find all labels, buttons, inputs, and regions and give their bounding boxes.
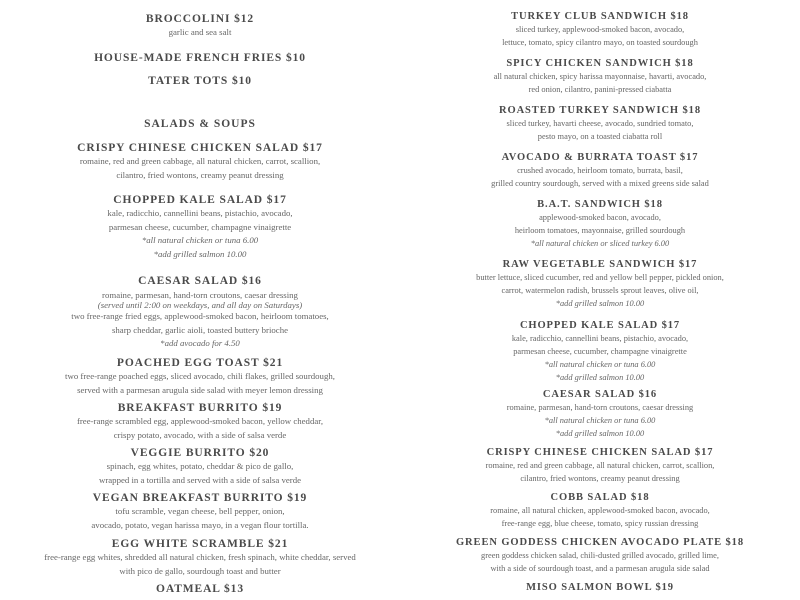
menu-item-chopped-kale-salad — [420, 319, 780, 384]
item-note: *all natural chicken or tuna 6.00 — [141, 235, 259, 245]
item-name: HOUSE-MADE FRENCH FRIES $10 — [94, 52, 306, 64]
menu-item-veggie-burrito — [0, 446, 400, 487]
item-desc: avocado, potato, vegan harissa mayo, in a vegan flour tortilla. — [91, 519, 309, 530]
item-desc: sharp cheddar, garlic aioli, toasted buttery brioche — [111, 324, 288, 335]
item-name: AVOCADO & BURRATA TOAST $17 — [501, 152, 699, 163]
item-name: ROASTED TURKEY SANDWICH $18 — [499, 105, 701, 116]
item-desc: kale, radicchio, cannellini beans, pistachio, avocado, — [511, 334, 689, 343]
item-desc: free-range egg, blue cheese, tomato, spicy russian dressing — [501, 519, 699, 528]
item-desc: spinach, egg whites, potato, cheddar & pico de gallo, — [106, 461, 294, 471]
item-desc: free-range egg whites, shredded all natural chicken, fresh spinach, white cheddar, served — [44, 552, 356, 562]
section-heading — [0, 117, 400, 131]
item-desc: butter lettuce, sliced cucumber, red and yellow bell pepper, pickled onion, — [476, 273, 724, 282]
menu-item-caesar-salad — [420, 388, 780, 440]
item-desc: tofu scramble, vegan cheese, bell pepper, onion, — [115, 506, 285, 516]
item-desc: garlic and sea salt — [168, 27, 232, 37]
menu-item-chopped-kale-salad — [0, 193, 400, 261]
item-desc: romaine, red and green cabbage, all natural chicken, carrot, scallion, — [485, 461, 715, 470]
item-note: *add grilled salmon 10.00 — [555, 429, 645, 438]
menu-item-tater-tots — [0, 74, 400, 88]
item-desc: romaine, all natural chicken, applewood-smoked bacon, avocado, — [490, 506, 710, 515]
item-desc: parmesan cheese, cucumber, champagne vinaigrette — [108, 221, 292, 232]
item-name: TURKEY CLUB SANDWICH $18 — [511, 11, 689, 22]
item-name: MISO SALMON BOWL $19 — [526, 582, 674, 593]
item-desc: lettuce, tomato, spicy cilantro mayo, on toasted sourdough — [502, 38, 698, 47]
item-desc: all natural chicken, spicy harissa mayonnaise, havarti, avocado, — [493, 72, 707, 81]
item-name: CAESAR SALAD $16 — [138, 275, 262, 287]
item-desc: with a side of sourdough toast, and a parmesan arugula side salad — [490, 564, 710, 573]
item-desc: served with a parmesan arugula side salad with meyer lemon dressing — [77, 384, 323, 395]
menu-item-crispy-chinese-chicken-salad — [420, 446, 780, 485]
menu-item-bat-sandwich — [420, 198, 780, 250]
item-name: CHOPPED KALE SALAD $17 — [113, 194, 287, 206]
item-name: POACHED EGG TOAST $21 — [116, 357, 284, 369]
item-desc: cilantro, fried wontons, creamy peanut dressing — [520, 474, 680, 483]
item-note: *all natural chicken or sliced turkey 6.00 — [530, 239, 670, 248]
menu-item-poached-egg-toast — [0, 356, 400, 397]
item-name: CHOPPED KALE SALAD $17 — [519, 320, 681, 331]
item-desc: applewood-smoked bacon, avocado, — [539, 213, 661, 222]
item-name: OATMEAL $13 — [156, 583, 244, 595]
menu-item-caesar-salad — [0, 274, 400, 351]
item-desc: heirloom tomatoes, mayonnaise, grilled sourdough — [514, 226, 686, 235]
item-name: CRISPY CHINESE CHICKEN SALAD $17 — [486, 447, 714, 458]
menu-item-avocado-burrata-toast — [420, 151, 780, 190]
menu-item-miso-salmon-bowl — [420, 581, 780, 594]
item-name: B.A.T. SANDWICH $18 — [537, 199, 663, 210]
item-note: *add grilled salmon 10.00 — [555, 373, 645, 382]
item-desc: grilled country sourdough, served with a mixed greens side salad — [491, 179, 709, 188]
item-desc: romaine, parmesan, hand-torn croutons, caesar dressing — [506, 403, 694, 412]
item-desc: pesto mayo, on a toasted ciabatta roll — [537, 132, 663, 141]
menu-item-raw-vegetable-sandwich — [420, 258, 780, 310]
item-desc: two free-range poached eggs, sliced avocado, chili flakes, grilled sourdough, — [65, 371, 335, 381]
menu-item-vegan-breakfast-burrito — [0, 491, 400, 532]
item-desc: cilantro, fried wontons, creamy peanut dressing — [116, 169, 284, 180]
menu-item-oatmeal — [0, 582, 400, 596]
item-name: SPICY CHICKEN SANDWICH $18 — [506, 58, 694, 69]
item-note: *add grilled salmon 10.00 — [153, 248, 247, 259]
item-desc: green goddess chicken salad, chili-dusted grilled avocado, grilled lime, — [481, 551, 719, 560]
item-name: COBB SALAD $18 — [550, 492, 650, 503]
item-note: *add grilled salmon 10.00 — [555, 299, 645, 308]
item-desc: sliced turkey, havarti cheese, avocado, sundried tomato, — [506, 119, 694, 128]
item-name: BROCCOLINI $12 — [145, 13, 255, 25]
item-desc: sliced turkey, applewood-smoked bacon, avocado, — [515, 25, 685, 34]
item-note: (served until 2:00 on weekdays, and all day on Saturdays) — [97, 300, 303, 310]
item-desc: crushed avocado, heirloom tomato, burrata, basil, — [517, 166, 683, 175]
section-title: SALADS & SOUPS — [144, 118, 256, 130]
menu-item-turkey-club-sandwich — [420, 10, 780, 49]
menu-item-breakfast-burrito — [0, 401, 400, 442]
menu-item-french-fries — [0, 51, 400, 65]
item-desc: wrapped in a tortilla and served with a side of salsa verde — [98, 474, 301, 485]
item-name: TATER TOTS $10 — [148, 75, 252, 87]
item-name: CAESAR SALAD $16 — [542, 389, 658, 400]
item-name: GREEN GODDESS CHICKEN AVOCADO PLATE $18 — [455, 537, 744, 548]
item-name: VEGGIE BURRITO $20 — [130, 447, 270, 459]
menu-item-cobb-salad — [420, 491, 780, 530]
menu-item-egg-white-scramble — [0, 537, 400, 578]
item-desc: crispy potato, avocado, with a side of salsa verde — [113, 429, 287, 440]
item-desc: romaine, red and green cabbage, all natural chicken, carrot, scallion, — [79, 156, 321, 166]
item-desc: two free-range fried eggs, applewood-smoked bacon, heirloom tomatoes, — [71, 311, 329, 321]
item-note: *all natural chicken or tuna 6.00 — [544, 416, 656, 425]
menu-item-crispy-chinese-chicken-salad — [0, 141, 400, 182]
item-name: CRISPY CHINESE CHICKEN SALAD $17 — [77, 142, 323, 154]
item-note: *all natural chicken or tuna 6.00 — [544, 360, 656, 369]
item-desc: romaine, parmesan, hand-torn croutons, caesar dressing — [102, 290, 298, 300]
item-desc: parmesan cheese, cucumber, champagne vinaigrette — [513, 347, 687, 356]
menu-item-roasted-turkey-sandwich — [420, 104, 780, 143]
item-desc: red onion, cilantro, panini-pressed ciabatta — [528, 85, 672, 94]
item-name: EGG WHITE SCRAMBLE $21 — [111, 538, 289, 550]
item-desc: free-range scrambled egg, applewood-smoked bacon, yellow cheddar, — [76, 416, 324, 426]
item-name: BREAKFAST BURRITO $19 — [117, 402, 283, 414]
item-name: VEGAN BREAKFAST BURRITO $19 — [92, 492, 308, 504]
item-note: *add avocado for 4.50 — [160, 338, 240, 348]
item-desc: kale, radicchio, cannellini beans, pistachio, avocado, — [107, 208, 293, 218]
menu-item-broccolini — [0, 12, 400, 40]
menu-item-spicy-chicken-sandwich — [420, 57, 780, 96]
item-name: RAW VEGETABLE SANDWICH $17 — [502, 259, 698, 270]
menu-item-green-goddess-plate — [420, 536, 780, 575]
item-desc: with pico de gallo, sourdough toast and butter — [119, 565, 281, 576]
item-desc: carrot, watermelon radish, brussels sprout leaves, olive oil, — [501, 286, 699, 295]
